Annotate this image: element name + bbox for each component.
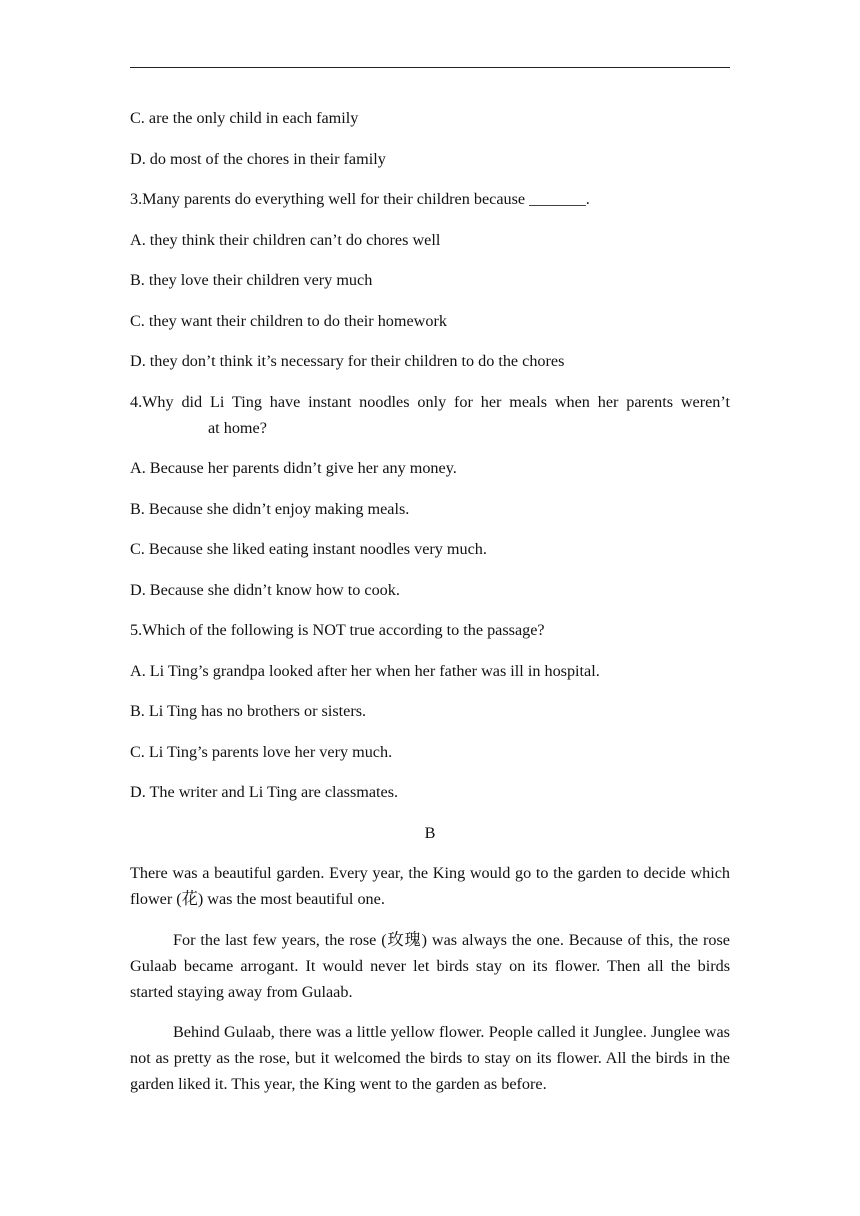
option-5c: C. Li Ting’s parents love her very much. xyxy=(130,742,393,761)
section-b-title: B xyxy=(424,823,436,842)
question-4 xyxy=(130,389,730,441)
option-3d: D. they don’t think it’s necessary for their children to do the chores xyxy=(130,352,565,370)
question-3: 3.Many parents do everything well for their children because _______. xyxy=(130,190,590,208)
page-content xyxy=(130,105,730,1112)
option-3b: B. they love their children very much xyxy=(130,271,373,289)
passage-paragraph-2: For the last few years, the rose (玫瑰) was always the one. Because of this, the rose Gulaab became arrogant. It would never let birds stay on its flower. Then all the birds started staying away from Gulaab. xyxy=(130,930,730,1001)
option-2d: D. do most of the chores in their family xyxy=(130,149,386,168)
option-3c: C. they want their children to do their homework xyxy=(130,311,447,330)
option-4c: C. Because she liked eating instant noodles very much. xyxy=(130,540,487,558)
option-4b: B. Because she didn’t enjoy making meals. xyxy=(130,499,410,518)
option-4a: A. Because her parents didn’t give her any money. xyxy=(130,459,457,477)
question-5: 5.Which of the following is NOT true according to the passage? xyxy=(130,621,545,639)
option-4d: D. Because she didn’t know how to cook. xyxy=(130,580,400,599)
option-5b: B. Li Ting has no brothers or sisters. xyxy=(130,702,367,720)
question-4-line1: 4.Why did Li Ting have instant noodles only for her meals when her parents weren’t xyxy=(130,392,730,411)
header-rule xyxy=(130,67,730,68)
passage-paragraph-3: Behind Gulaab, there was a little yellow flower. People called it Junglee. Junglee was not as pretty as the rose, but it welcomed the birds to stay on its flower. All the birds in the garden liked it. This year, the King went to the garden as before. xyxy=(130,1023,730,1093)
option-3a: A. they think their children can’t do chores well xyxy=(130,230,441,249)
option-5d: D. The writer and Li Ting are classmates. xyxy=(130,783,399,801)
passage-paragraph-1: There was a beautiful garden. Every year, the King would go to the garden to decide which flower (花) was the most beautiful one. xyxy=(130,864,730,908)
option-5a: A. Li Ting’s grandpa looked after her when her father was ill in hospital. xyxy=(130,661,600,680)
question-4-line2: at home? xyxy=(208,418,267,437)
option-2c: C. are the only child in each family xyxy=(130,109,359,127)
